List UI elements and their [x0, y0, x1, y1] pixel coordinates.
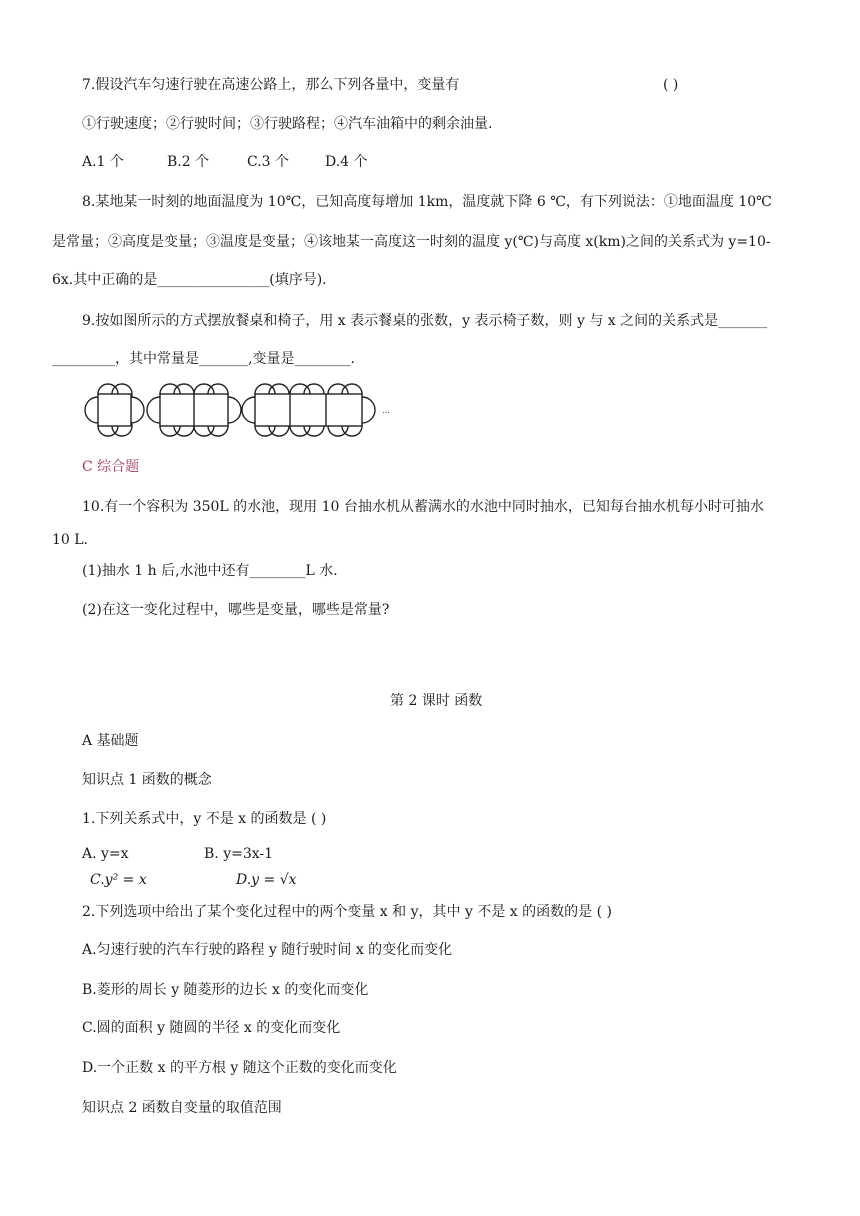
q7-option-d: D.4 个 — [325, 154, 368, 170]
q10-line2: 10 L. — [52, 532, 89, 548]
section-a-heading: A 基础题 — [82, 733, 139, 749]
p1-option-c: C.y² = x — [90, 872, 147, 888]
lesson-title: 第 2 课时 函数 — [390, 693, 483, 709]
q9-line2: _________，其中常量是_______,变量是________. — [52, 351, 355, 367]
q7-stem: 7.假设汽车匀速行驶在高速公路上，那么下列各量中，变量有 — [82, 77, 460, 93]
p1-option-a: A. y=x — [82, 846, 129, 862]
q7-option-c: C.3 个 — [247, 154, 290, 170]
knowledge-point-1: 知识点 1 函数的概念 — [82, 772, 212, 788]
q7-option-b: B.2 个 — [167, 154, 210, 170]
q8-line1: 8.某地某一时刻的地面温度为 10℃，已知高度每增加 1km，温度就下降 6 ℃，有下列说法：①地面温度 10℃ — [82, 194, 772, 210]
tables-chairs-figure — [82, 383, 402, 439]
q7-items: ①行驶速度；②行驶时间；③行驶路程；④汽车油箱中的剩余油量. — [82, 116, 493, 132]
q9-line1: 9.按如图所示的方式摆放餐桌和椅子，用 x 表示餐桌的张数，y 表示椅子数，则 y 与 x 之间的关系式是_______ — [82, 313, 768, 329]
q8-line3: 6x.其中正确的是________________(填序号). — [52, 272, 327, 288]
q10-sub1: (1)抽水 1 h 后,水池中还有________L 水. — [82, 563, 338, 579]
q10-sub2: (2)在这一变化过程中，哪些是变量，哪些是常量? — [82, 602, 390, 618]
figure-ellipsis: … — [382, 406, 390, 415]
p1-option-b: B. y=3x-1 — [204, 846, 274, 862]
q10-line1: 10.有一个容积为 350L 的水池，现用 10 台抽水机从蓄满水的水池中同时抽水，已知每台抽水机每小时可抽水 — [82, 499, 764, 515]
p2-option-a: A.匀速行驶的汽车行驶的路程 y 随行驶时间 x 的变化而变化 — [82, 942, 453, 958]
p2-option-c: C.圆的面积 y 随圆的半径 x 的变化而变化 — [82, 1020, 341, 1036]
section-c-heading: C 综合题 — [82, 459, 140, 475]
p2-option-d: D.一个正数 x 的平方根 y 随这个正数的变化而变化 — [82, 1060, 397, 1076]
p1-option-d: D.y = √x — [236, 872, 297, 888]
knowledge-point-2: 知识点 2 函数自变量的取值范围 — [82, 1100, 282, 1116]
table-group-2 — [147, 384, 241, 436]
q8-line2: 是常量；②高度是变量；③温度是变量；④该地某一高度这一时刻的温度 y(℃)与高度 x(km)之间的关系式为 y=10- — [52, 234, 771, 250]
p2-option-b: B.菱形的周长 y 随菱形的边长 x 的变化而变化 — [82, 982, 369, 998]
q7-option-a: A.1 个 — [82, 154, 124, 170]
table-group-3 — [242, 384, 375, 436]
p2-stem: 2.下列选项中给出了某个变化过程中的两个变量 x 和 y，其中 y 不是 x 的函数的是 ( ) — [82, 904, 612, 920]
q7-answer-paren: ( ) — [663, 77, 679, 93]
p1-stem: 1.下列关系式中，y 不是 x 的函数是 ( ) — [82, 811, 327, 827]
table-group-1 — [85, 384, 144, 436]
